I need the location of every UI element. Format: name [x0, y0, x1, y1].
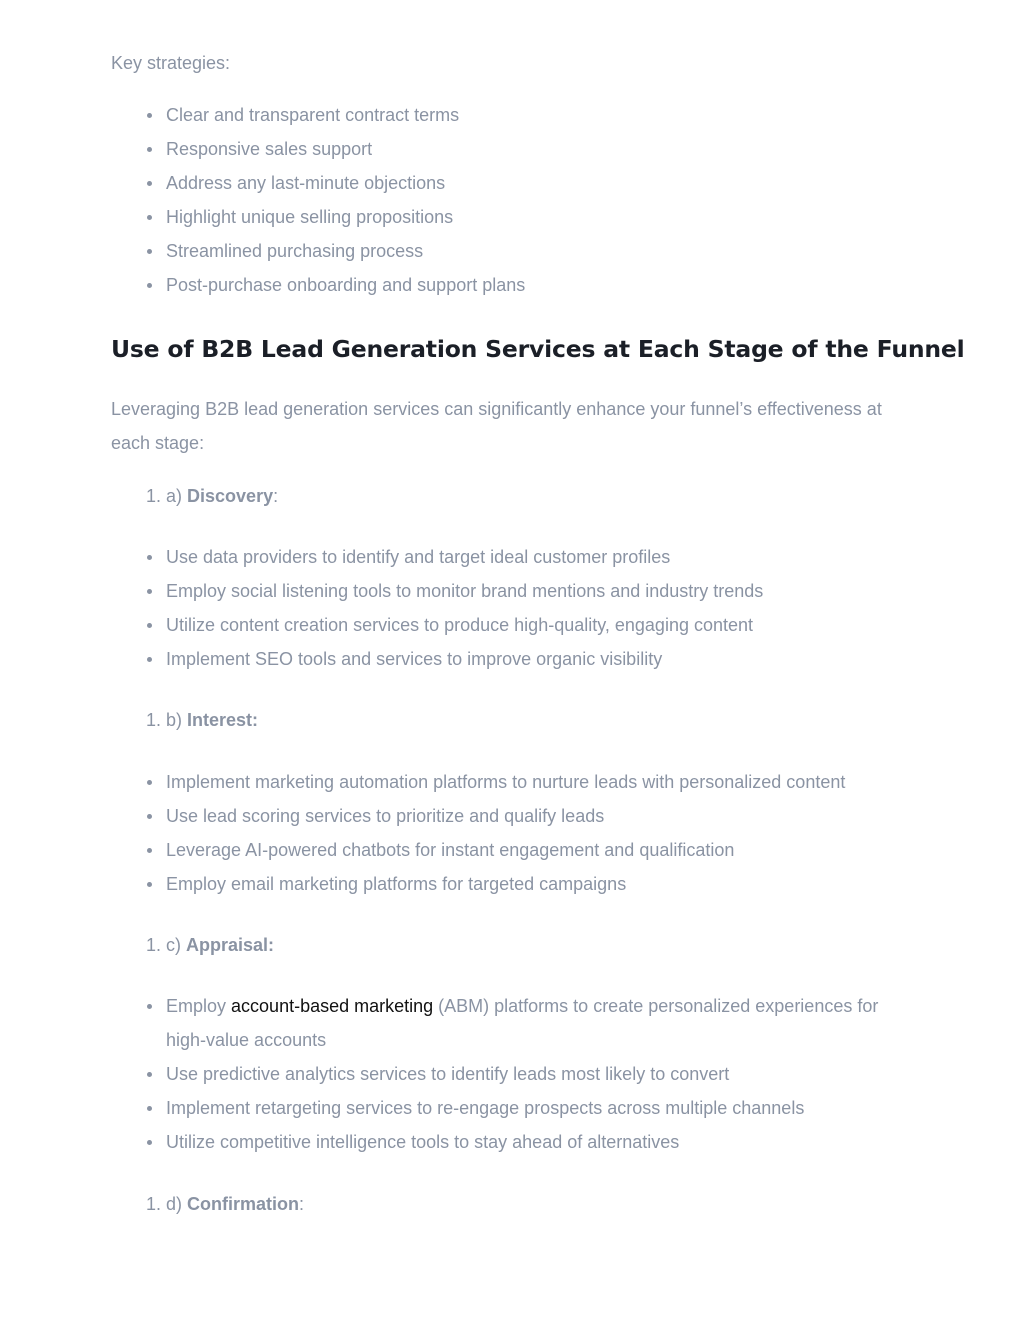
list-item: Post-purchase onboarding and support plans — [166, 268, 906, 302]
bullet-dot-icon — [147, 848, 152, 853]
list-item: Utilize content creation services to produce high-quality, engaging content — [166, 608, 906, 642]
list-item: Responsive sales support — [166, 132, 906, 166]
key-strategies-list — [166, 98, 906, 302]
list-item: Clear and transparent contract terms — [166, 98, 906, 132]
bullet-dot-icon — [147, 1140, 152, 1145]
stage-name: Discovery — [187, 486, 274, 506]
list-item: Implement retargeting services to re-engage prospects across multiple channels — [166, 1091, 906, 1125]
bullet-dot-icon — [147, 814, 152, 819]
stage-name: Confirmation — [187, 1194, 300, 1214]
bullet-dot-icon — [147, 1072, 152, 1077]
list-item: Use predictive analytics services to identify leads most likely to convert — [166, 1057, 906, 1091]
stage-interest-list — [166, 765, 906, 901]
bullet-dot-icon — [147, 623, 152, 628]
list-item: Use lead scoring services to prioritize and qualify leads — [166, 799, 906, 833]
stage-appraisal-list — [166, 989, 906, 1159]
list-item: Use data providers to identify and target ideal customer profiles — [166, 540, 906, 574]
list-item: Employ email marketing platforms for targeted campaigns — [166, 867, 906, 901]
stage-discovery-title: 1. a) Discovery: — [146, 486, 279, 506]
list-item: Leverage AI-powered chatbots for instant engagement and qualification — [166, 833, 906, 867]
bullet-dot-icon — [147, 181, 152, 186]
bullet-dot-icon — [147, 113, 152, 118]
stage-name: Interest: — [187, 710, 259, 730]
bullet-dot-icon — [147, 147, 152, 152]
list-item: Employ account-based marketing (ABM) platforms to create personalized experiences for high-value accounts — [166, 989, 906, 1057]
account-based-marketing-link[interactable]: account-based marketing — [231, 996, 434, 1016]
list-item: Streamlined purchasing process — [166, 234, 906, 268]
stage-discovery-list — [166, 540, 906, 676]
stage-appraisal-title: 1. c) Appraisal: — [146, 935, 275, 955]
bullet-dot-icon — [147, 780, 152, 785]
bullet-dot-icon — [147, 589, 152, 594]
stage-interest-title: 1. b) Interest: — [146, 710, 259, 730]
list-item: Implement SEO tools and services to improve organic visibility — [166, 642, 906, 676]
list-item: Utilize competitive intelligence tools to stay ahead of alternatives — [166, 1125, 906, 1159]
list-item: Employ social listening tools to monitor brand mentions and industry trends — [166, 574, 906, 608]
bullet-dot-icon — [147, 1106, 152, 1111]
bullet-dot-icon — [147, 882, 152, 887]
bullet-dot-icon — [147, 555, 152, 560]
section-heading: Use of B2B Lead Generation Services at Each Stage of the Funnel — [111, 335, 965, 363]
list-item: Address any last-minute objections — [166, 166, 906, 200]
bullet-dot-icon — [147, 215, 152, 220]
bullet-dot-icon — [147, 1004, 152, 1009]
stage-name: Appraisal: — [186, 935, 275, 955]
bullet-dot-icon — [147, 283, 152, 288]
list-item: Implement marketing automation platforms to nurture leads with personalized content — [166, 765, 906, 799]
stage-confirmation-title: 1. d) Confirmation: — [146, 1194, 305, 1214]
section-intro: Leveraging B2B lead generation services can significantly enhance your funnel’s effectiveness at each stage: — [111, 399, 882, 453]
bullet-dot-icon — [147, 249, 152, 254]
list-item: Highlight unique selling propositions — [166, 200, 906, 234]
key-strategies-label: Key strategies: — [111, 53, 231, 73]
bullet-dot-icon — [147, 657, 152, 662]
